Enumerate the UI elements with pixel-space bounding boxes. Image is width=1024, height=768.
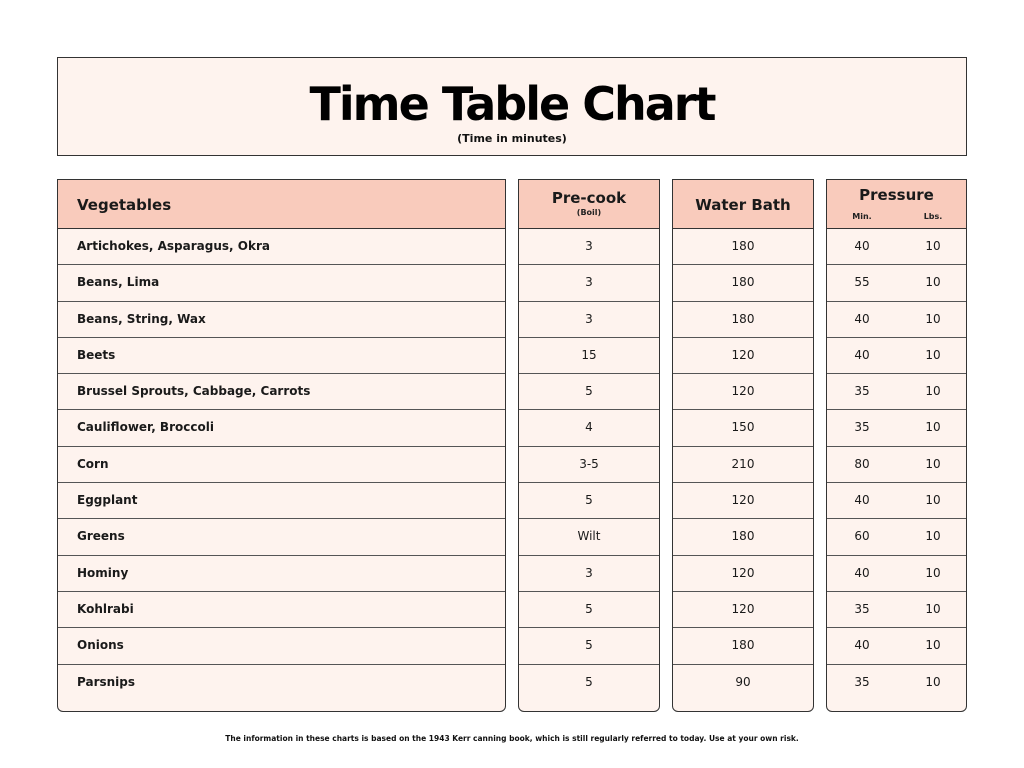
pressure-minutes: 55 [854, 275, 870, 290]
pressure-pounds: 10 [925, 239, 941, 253]
precook-time: 3-5 [579, 456, 599, 471]
footer-note: The information in these charts is based on the 1943 Kerr canning book, which is still regularly referred to today. Use at your own risk. [225, 734, 799, 743]
table-row [519, 483, 659, 519]
precook-time: Wilt [577, 529, 601, 544]
precook-time: 5 [585, 638, 593, 653]
table-row [58, 302, 505, 338]
vegetable-name: Kohlrabi [77, 601, 134, 616]
pressure-rows [827, 229, 966, 701]
precook-time: 3 [585, 275, 593, 290]
pressure-minutes: 35 [854, 601, 870, 616]
precook-header-sub: (Boil) [576, 208, 602, 217]
pressure-minutes: 40 [854, 638, 870, 653]
precook-time: 15 [581, 347, 597, 362]
table-row [827, 592, 966, 628]
precook-time: 5 [585, 384, 593, 399]
table-row [519, 265, 659, 301]
pressure-minutes: 40 [854, 239, 870, 253]
vegetable-name: Beets [77, 347, 116, 362]
table-row [827, 519, 966, 555]
water-bath-time: 180 [731, 311, 755, 326]
table-row [673, 519, 813, 555]
pressure-header [827, 180, 966, 229]
pressure-minutes: 40 [854, 347, 870, 362]
vegetable-name: Cauliflower, Broccoli [77, 420, 214, 435]
table-row [58, 265, 505, 301]
water-bath-time: 120 [731, 384, 755, 399]
pressure-pounds: 10 [925, 493, 941, 508]
precook-rows [519, 229, 659, 701]
table-row [519, 556, 659, 592]
pressure-pounds: 10 [925, 456, 941, 471]
vegetables-rows [58, 229, 505, 701]
table-row [827, 556, 966, 592]
table-row [519, 338, 659, 374]
table-row [827, 302, 966, 338]
table-row [673, 302, 813, 338]
vegetable-name: Corn [77, 456, 109, 471]
pressure-minutes: 40 [854, 311, 870, 326]
pressure-header-label: Pressure [859, 186, 934, 204]
water-bath-time: 150 [731, 420, 755, 435]
table-row [673, 410, 813, 446]
water-bath-time: 120 [731, 565, 755, 580]
vegetable-name: Hominy [77, 565, 129, 580]
page-title: Time Table Chart [309, 77, 715, 131]
water-bath-time: 120 [731, 601, 755, 616]
pressure-pounds: 10 [925, 347, 941, 362]
pressure-pounds: 10 [925, 420, 941, 435]
vegetable-name: Artichokes, Asparagus, Okra [77, 239, 270, 253]
table-row [519, 665, 659, 701]
pressure-minutes: 40 [854, 565, 870, 580]
table-row [673, 665, 813, 701]
pressure-min-header: Min. [852, 212, 872, 221]
table-row [519, 374, 659, 410]
page-subtitle: (Time in minutes) [457, 132, 567, 145]
water-bath-time: 90 [735, 674, 751, 689]
precook-time: 4 [585, 420, 593, 435]
table-row [827, 665, 966, 701]
table-row [58, 665, 505, 701]
table-row [519, 302, 659, 338]
pressure-minutes: 35 [854, 420, 870, 435]
vegetables-header [58, 180, 505, 229]
precook-column [518, 179, 660, 712]
table-row [519, 229, 659, 265]
table-row [673, 265, 813, 301]
water-bath-time: 180 [731, 275, 755, 290]
water-bath-rows [673, 229, 813, 701]
table-row [58, 556, 505, 592]
table-row [827, 229, 966, 265]
table-row [519, 628, 659, 664]
pressure-minutes: 40 [854, 493, 870, 508]
pressure-pounds: 10 [925, 601, 941, 616]
table-row [58, 628, 505, 664]
table-row [673, 483, 813, 519]
water-bath-header-label: Water Bath [695, 196, 791, 214]
precook-time: 5 [585, 674, 593, 689]
vegetable-name: Greens [77, 529, 125, 544]
table-row [58, 410, 505, 446]
vegetable-name: Eggplant [77, 493, 138, 508]
vegetable-name: Brussel Sprouts, Cabbage, Carrots [77, 384, 311, 399]
table-row [58, 447, 505, 483]
water-bath-time: 180 [731, 638, 755, 653]
pressure-pounds: 10 [925, 565, 941, 580]
table-row [673, 556, 813, 592]
pressure-minutes: 80 [854, 456, 870, 471]
table-row [673, 374, 813, 410]
table-row [519, 592, 659, 628]
vegetables-header-label: Vegetables [77, 196, 172, 214]
table-row [827, 338, 966, 374]
vegetables-column [57, 179, 506, 712]
pressure-minutes: 60 [854, 529, 870, 544]
precook-time: 3 [585, 565, 593, 580]
precook-time: 5 [585, 601, 593, 616]
vegetable-name: Beans, Lima [77, 275, 160, 290]
table-row [673, 628, 813, 664]
pressure-pounds: 10 [925, 638, 941, 653]
table-row [519, 519, 659, 555]
water-bath-header [673, 180, 813, 229]
pressure-minutes: 35 [854, 384, 870, 399]
pressure-pounds: 10 [925, 674, 941, 689]
water-bath-time: 180 [731, 239, 755, 253]
table-row [673, 592, 813, 628]
water-bath-time: 120 [731, 493, 755, 508]
pressure-pounds: 10 [925, 311, 941, 326]
table-row [58, 592, 505, 628]
table-row [827, 628, 966, 664]
pressure-pounds: 10 [925, 384, 941, 399]
table-row [827, 410, 966, 446]
water-bath-column [672, 179, 814, 712]
water-bath-time: 120 [731, 347, 755, 362]
table-row [58, 483, 505, 519]
table-row [58, 338, 505, 374]
table-row [673, 229, 813, 265]
table-row [673, 338, 813, 374]
precook-time: 3 [585, 311, 593, 326]
precook-time: 3 [585, 239, 593, 253]
vegetable-name: Parsnips [77, 674, 136, 689]
table-row [673, 447, 813, 483]
table-row [827, 483, 966, 519]
table-row [827, 265, 966, 301]
pressure-pounds: 10 [925, 275, 941, 290]
table-row [519, 447, 659, 483]
water-bath-time: 210 [731, 456, 755, 471]
table-row [58, 374, 505, 410]
precook-header-label: Pre-cook [551, 189, 627, 207]
title-box [57, 57, 967, 156]
pressure-pounds: 10 [925, 529, 941, 544]
table-row [827, 374, 966, 410]
pressure-column [826, 179, 967, 712]
vegetable-name: Onions [77, 638, 124, 653]
table-row [519, 410, 659, 446]
vegetable-name: Beans, String, Wax [77, 311, 206, 326]
pressure-minutes: 35 [854, 674, 870, 689]
pressure-lbs-header: Lbs. [923, 212, 943, 221]
water-bath-time: 180 [731, 529, 755, 544]
precook-header [519, 180, 659, 229]
table-row [58, 229, 505, 265]
precook-time: 5 [585, 493, 593, 508]
table-row [58, 519, 505, 555]
table-row [827, 447, 966, 483]
